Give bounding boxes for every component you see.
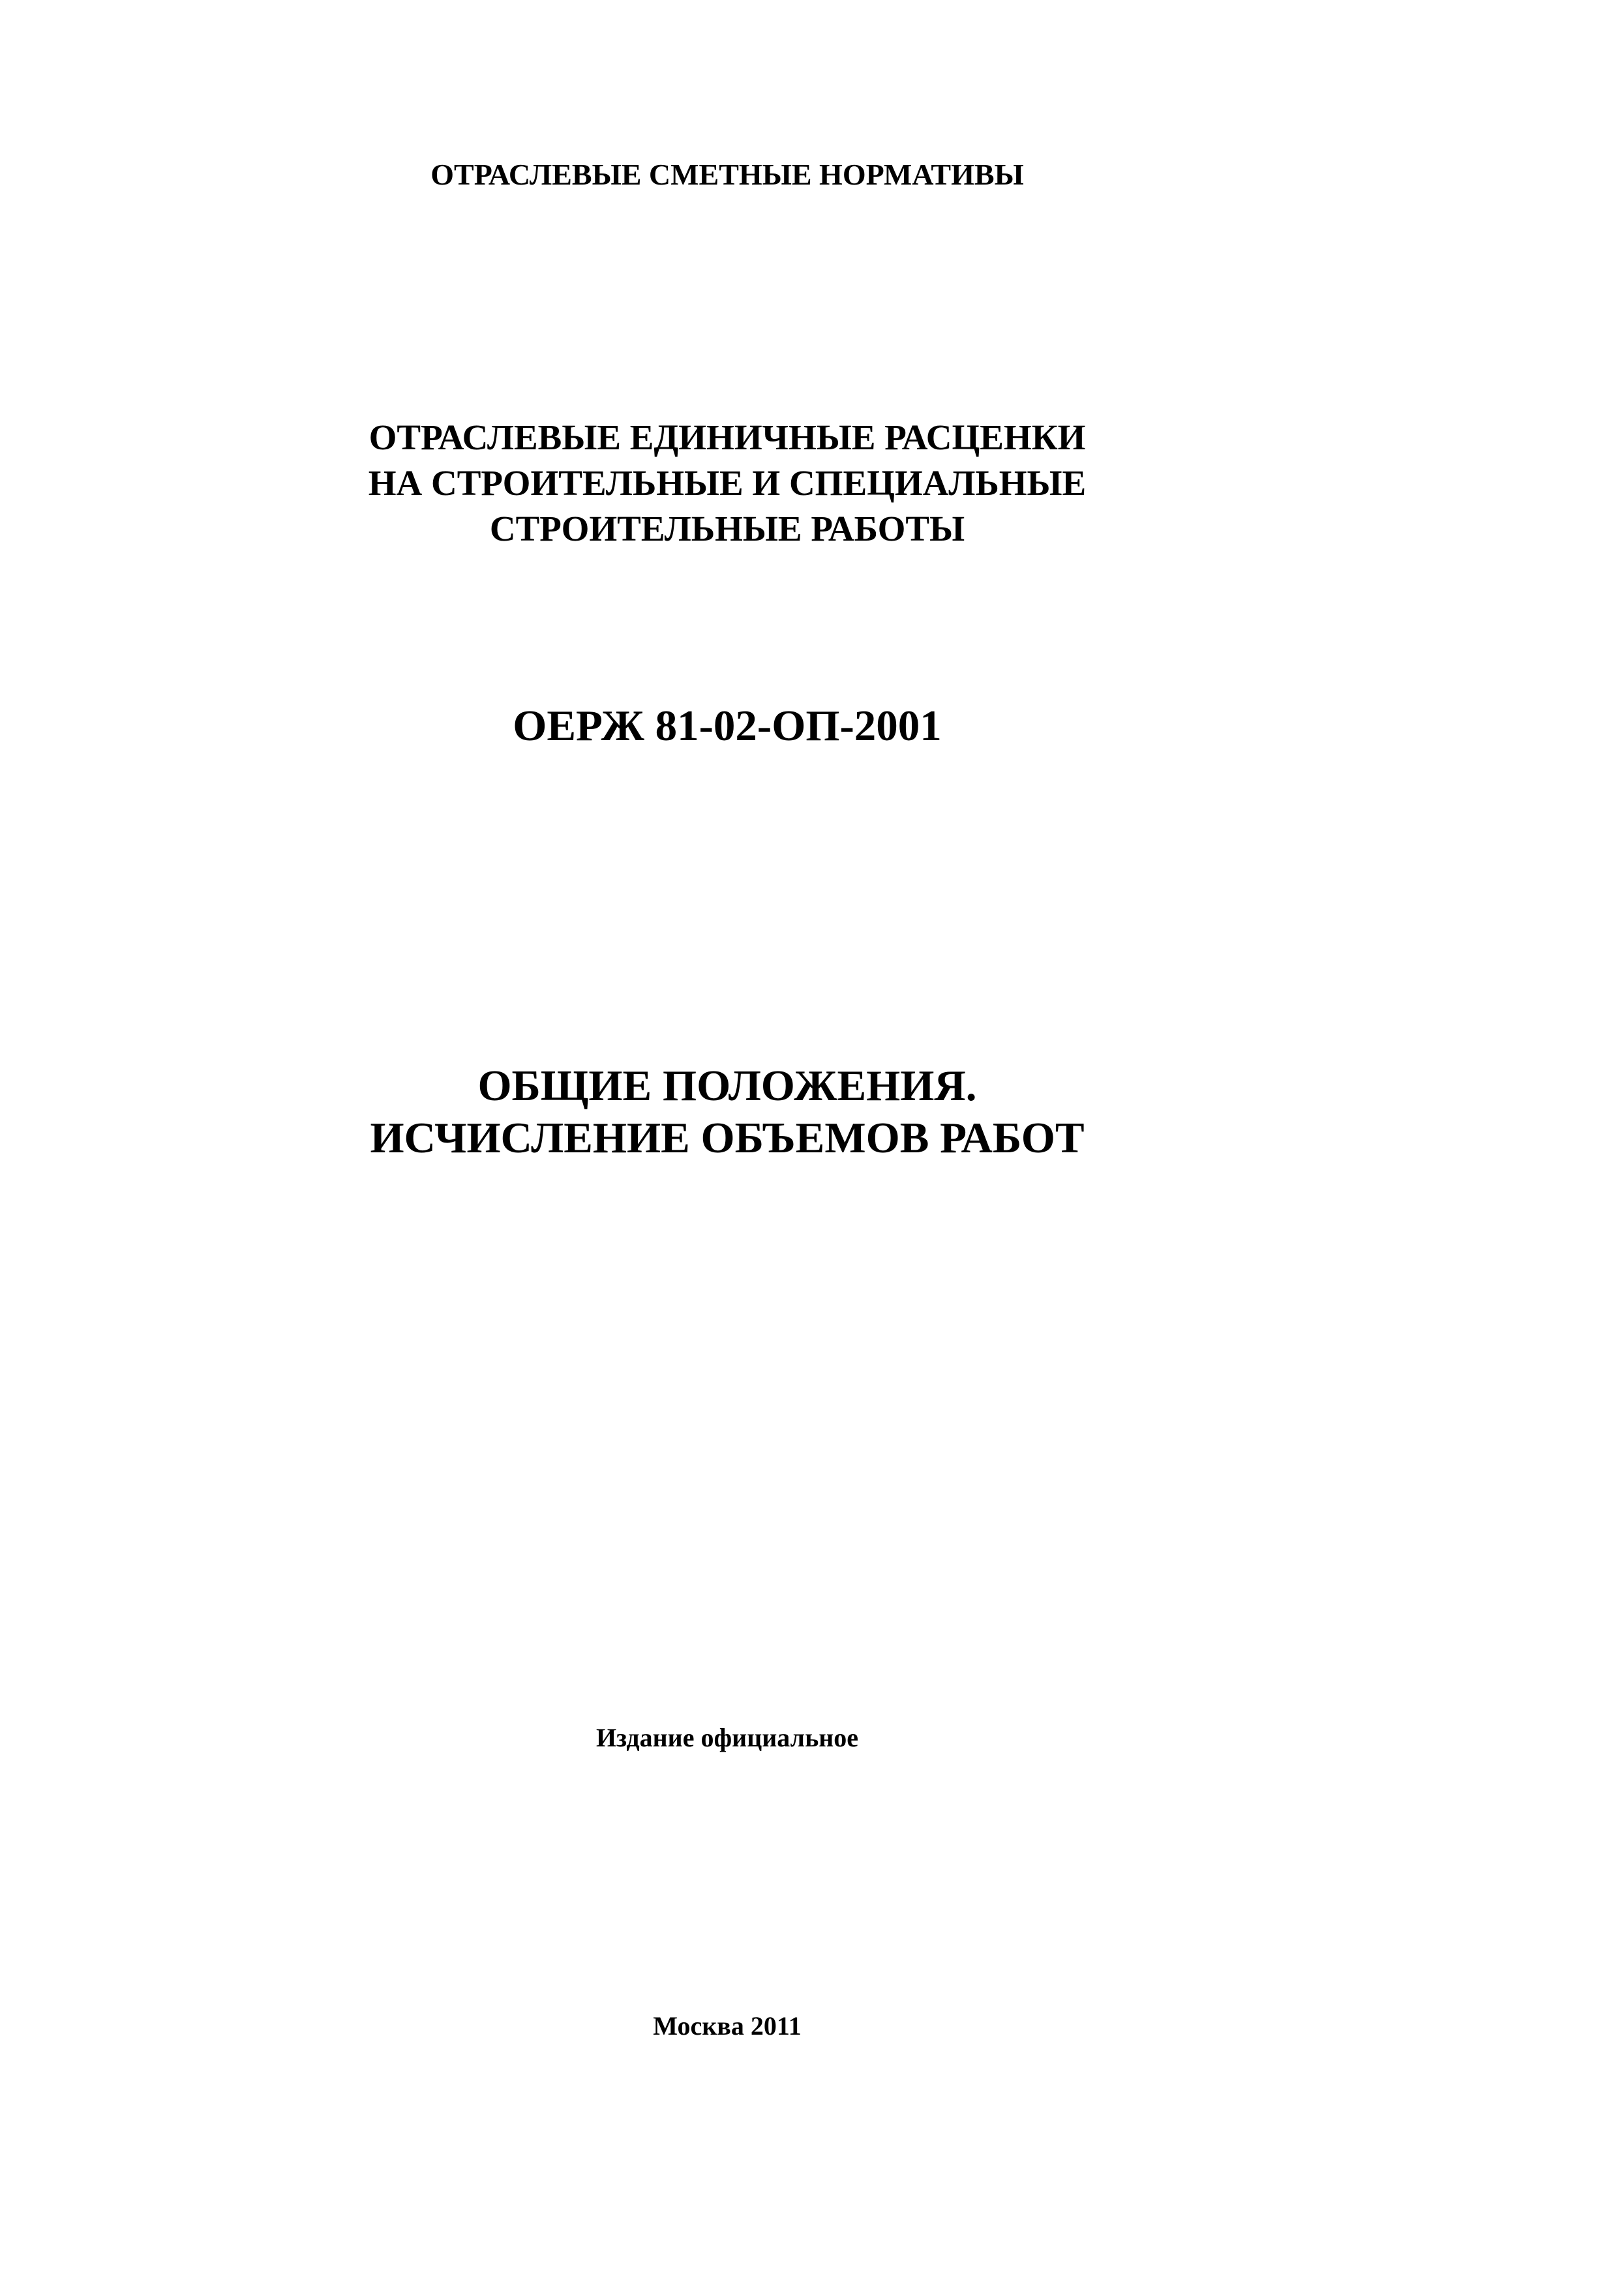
title-line: ОТРАСЛЕВЫЕ ЕДИНИЧНЫЕ РАСЦЕНКИ xyxy=(368,417,1086,457)
title-line: НА СТРОИТЕЛЬНЫЕ И СПЕЦИАЛЬНЫЕ xyxy=(368,463,1087,503)
edition-label: Издание официальное xyxy=(595,1723,859,1752)
series-header: ОТРАСЛЕВЫЕ СМЕТНЫЕ НОРМАТИВЫ xyxy=(430,158,1024,191)
subtitle-line: ОБЩИЕ ПОЛОЖЕНИЯ. xyxy=(477,1062,977,1110)
place-and-year: Москва 2011 xyxy=(653,2011,802,2041)
subtitle-line: ИСЧИСЛЕНИЕ ОБЪЕМОВ РАБОТ xyxy=(370,1114,1085,1162)
title-line: СТРОИТЕЛЬНЫЕ РАБОТЫ xyxy=(489,509,965,548)
document-code: ОЕРЖ 81-02-ОП-2001 xyxy=(513,702,942,750)
